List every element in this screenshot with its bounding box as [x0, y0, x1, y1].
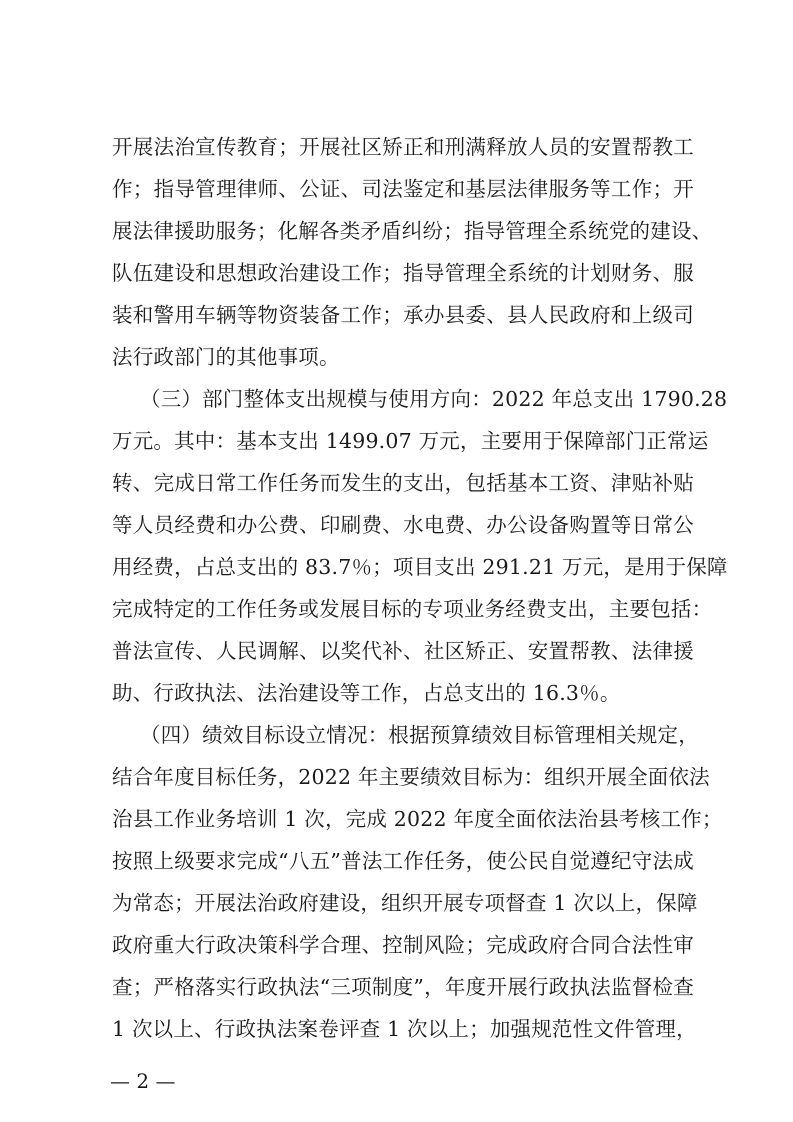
body-text-line: 等人员经费和办公费、印刷费、水电费、办公设备购置等日常公 — [112, 513, 694, 537]
body-text-line: 助、行政执法、法治建设等工作，占总支出的 16.3％。 — [112, 681, 621, 705]
body-text-line: 按照上级要求完成“八五”普法工作任务，使公民自觉遵纪守法成 — [112, 849, 694, 873]
body-text-line: 查；严格落实行政执法“三项制度”，年度开展行政执法监督检查 — [112, 975, 694, 999]
body-text-line: 万元。其中：基本支出 1499.07 万元，主要用于保障部门正常运 — [112, 429, 709, 453]
body-text-line: 政府重大行政决策科学合理、控制风险；完成政府合同合法性审 — [112, 933, 694, 957]
body-text-line: 为常态；开展法治政府建设，组织开展专项督查 1 次以上，保障 — [112, 891, 698, 915]
page-number: — 2 — — [110, 1069, 176, 1093]
body-text-line: 普法宣传、人民调解、以奖代补、社区矫正、安置帮教、法律援 — [112, 639, 694, 663]
body-text-line: 用经费，占总支出的 83.7％；项目支出 291.21 万元，是用于保障 — [112, 555, 728, 579]
body-text-line: 法行政部门的其他事项。 — [112, 345, 340, 369]
body-text-line: 完成特定的工作任务或发展目标的专项业务经费支出，主要包括： — [112, 597, 713, 621]
body-text-line: 开展法治宣传教育；开展社区矫正和刑满释放人员的安置帮教工 — [112, 135, 694, 159]
body-text-line: 作；指导管理律师、公证、司法鉴定和基层法律服务等工作；开 — [112, 177, 694, 201]
body-text-line: 转、完成日常工作任务而发生的支出，包括基本工资、津贴补贴 — [112, 471, 694, 495]
section-heading-line: （四）绩效目标设立情况：根据预算绩效目标管理相关规定， — [140, 723, 699, 747]
body-text-line: 展法律援助服务；化解各类矛盾纠纷；指导管理全系统党的建设、 — [112, 219, 713, 243]
section-heading-line: （三）部门整体支出规模与使用方向：2022 年总支出 1790.28 — [140, 387, 728, 411]
body-text-line: 治县工作业务培训 1 次，完成 2022 年度全面依法治县考核工作； — [112, 807, 723, 831]
body-text-line: 队伍建设和思想政治建设工作；指导管理全系统的计划财务、服 — [112, 261, 694, 285]
body-text-line: 结合年度目标任务，2022 年主要绩效目标为：组织开展全面依法 — [112, 765, 710, 789]
body-text-line: 装和警用车辆等物资装备工作；承办县委、县人民政府和上级司 — [112, 303, 694, 327]
body-text-line: 1 次以上、行政执法案卷评查 1 次以上；加强规范性文件管理， — [112, 1017, 697, 1041]
